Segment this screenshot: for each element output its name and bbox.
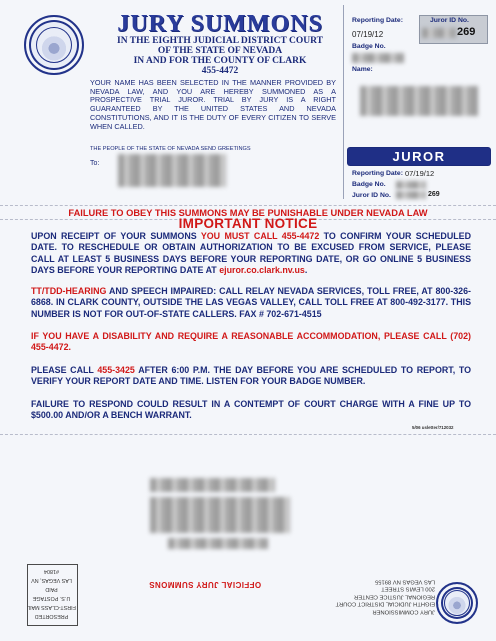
official-jury-summons: OFFICIAL JURY SUMMONS bbox=[148, 580, 262, 589]
return-line-2: EIGHTH JUDICIAL DISTRICT COURT bbox=[335, 601, 435, 607]
mailer-address-redacted-3 bbox=[168, 538, 268, 549]
p4-phone: 455-3425 bbox=[97, 365, 135, 375]
right-panel-divider bbox=[343, 5, 344, 199]
p1-call-number: YOU MUST CALL 455-4472 bbox=[200, 231, 320, 241]
postage-line-3: U.S. POSTAGE bbox=[32, 595, 71, 601]
reporting-date-value: 07/19/12 bbox=[352, 30, 384, 39]
p1-text-c: TO CONFIRM YOUR SCHEDULED DATE. TO RESCHEDULE OR OBTAIN AUTHORIZATION TO BE EXCUSED FROM SERVICE, PLEASE CALL AT LEAST 5 BUSINESS DAYS BEFORE YOUR REPORTING DATE, OR GO ONLINE 5 BUSINESS DAYS BEFORE YOUR REPORTING DATE AT bbox=[31, 231, 471, 276]
stub-juror-id-label: Juror ID No. bbox=[352, 192, 391, 199]
ejuror-link[interactable]: ejuror.co.clark.nv.us bbox=[219, 265, 305, 276]
court-line-1: IN THE EIGHTH JUDICIAL DISTRICT COURT bbox=[117, 36, 323, 46]
reporting-date-label: Reporting Date: bbox=[352, 17, 403, 24]
form-code: 5/06 usletter/712032 bbox=[412, 425, 454, 430]
name-label: Name: bbox=[352, 66, 373, 73]
perforation-3 bbox=[0, 434, 496, 435]
court-line-2: OF THE STATE OF NEVADA bbox=[157, 46, 283, 56]
mailer-address-redacted-2 bbox=[150, 497, 290, 533]
postage-line-5: LAS VEGAS, NV bbox=[31, 577, 72, 583]
p4-text-c: AFTER 6:00 P.M. THE DAY BEFORE YOU ARE SCHEDULED TO REPORT, TO VERIFY YOUR REPORT DATE AND TIME. LISTEN FOR YOUR BADGE NUMBER. bbox=[31, 365, 471, 387]
mailer-address-redacted-1 bbox=[150, 478, 275, 492]
notice-paragraph-1 bbox=[31, 231, 471, 277]
to-label: To: bbox=[90, 160, 100, 167]
court-seal-bottom bbox=[436, 582, 478, 624]
p1-text-a: UPON RECEIPT OF YOUR SUMMONS bbox=[31, 231, 201, 241]
badge-redacted bbox=[352, 53, 404, 63]
court-line-3: IN AND FOR THE COUNTY OF CLARK bbox=[133, 56, 307, 66]
court-seal-top bbox=[24, 15, 84, 75]
juror-id-value: 269 bbox=[457, 26, 476, 38]
postage-line-2: FIRST-CLASS MAIL bbox=[27, 604, 76, 610]
postage-indicia bbox=[27, 566, 76, 620]
return-line-1: JURY COMMISSIONER bbox=[372, 608, 435, 615]
juror-id-label: Juror ID No. bbox=[430, 17, 469, 24]
summons-title: JURY SUMMONS bbox=[117, 11, 323, 37]
return-line-4: 200 LEWIS STREET bbox=[381, 586, 435, 592]
return-line-3: REGIONAL JUSTICE CENTER bbox=[354, 593, 435, 600]
notice-paragraph-3: IF YOU HAVE A DISABILITY AND REQUIRE A REASONABLE ACCOMMODATION, PLEASE CALL (702) 455-4472. bbox=[31, 331, 471, 353]
addressee-redacted bbox=[118, 154, 226, 187]
notice-paragraph-5: FAILURE TO RESPOND COULD RESULT IN A CONTEMPT OF COURT CHARGE WITH A FINE UP TO $500.00 AND/OR A BENCH WARRANT. bbox=[31, 399, 471, 421]
p1-end: . bbox=[304, 265, 308, 276]
name-redacted bbox=[360, 86, 478, 116]
summons-intro: YOUR NAME HAS BEEN SELECTED IN THE MANNER PROVIDED BY NEVADA LAW, AND YOU ARE HEREBY SUMMONED AS A PROSPECTIVE TRIAL JUROR. TRIAL BY JURY IS A RIGHT GUARANTEED BY THE UNITED STATES AND NEVADA CONSTITUTIONS, AND IT IS THE DUTY OF EVERY CITIZEN TO SERVE WHEN CALLED. bbox=[90, 78, 336, 131]
tty-label: TT/TDD-HEARING bbox=[31, 286, 107, 296]
juror-banner-text: JUROR bbox=[392, 149, 446, 164]
stub-reporting-date-label: Reporting Date: bbox=[352, 170, 403, 177]
return-address bbox=[305, 577, 435, 615]
postage-line-4: PAID bbox=[45, 586, 58, 592]
postage-line-6: #1804 bbox=[44, 568, 59, 574]
stub-juror-id-redacted bbox=[396, 191, 426, 199]
postage-line-1: PRESORTED bbox=[34, 613, 69, 619]
p4-text-a: PLEASE CALL bbox=[31, 365, 98, 375]
greetings-line: THE PEOPLE OF THE STATE OF NEVADA SEND GREETINGS bbox=[90, 146, 251, 152]
notice-paragraph-2 bbox=[31, 286, 471, 320]
stub-reporting-date-value: 07/19/12 bbox=[405, 169, 435, 178]
return-line-5: LAS VEGAS NV 89155 bbox=[375, 578, 435, 585]
juror-id-prefix-redacted bbox=[422, 28, 456, 38]
badge-label: Badge No. bbox=[352, 43, 386, 50]
notice-paragraph-4 bbox=[31, 365, 471, 388]
stub-badge-label: Badge No. bbox=[352, 181, 386, 188]
stub-badge-redacted bbox=[396, 181, 426, 189]
notice-title: IMPORTANT NOTICE bbox=[178, 216, 318, 231]
perforation-1 bbox=[0, 205, 496, 206]
warning-line: FAILURE TO OBEY THIS SUMMONS MAY BE PUNISHABLE UNDER NEVADA LAW bbox=[68, 208, 428, 218]
stub-juror-id-value: 269 bbox=[428, 191, 440, 198]
court-phone: 455-4472 bbox=[201, 66, 239, 76]
p2-text: AND SPEECH IMPAIRED: CALL RELAY NEVADA SERVICES, TOLL FREE, AT 800-326-6868. IN CLARK COUNTY, OUTSIDE THE LAS VEGAS VALLEY, CALL TOLL FREE AT 800-492-3177. THIS NUMBER IS NOT FOR OUT-OF-STATE CALLERS. FAX # 702-671-4515 bbox=[31, 286, 471, 319]
